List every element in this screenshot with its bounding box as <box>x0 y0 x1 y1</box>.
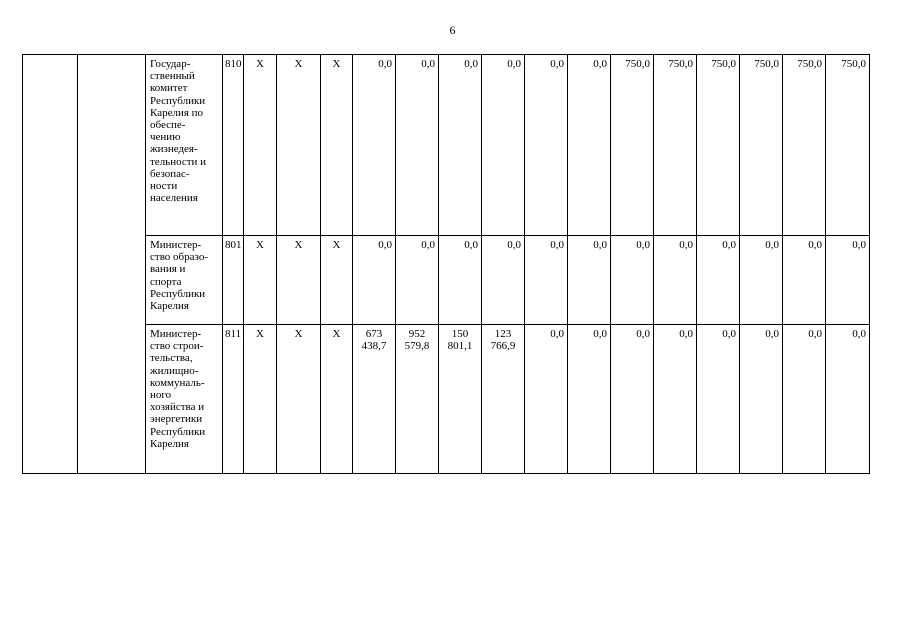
value-cell: 0,0 <box>439 55 482 236</box>
value-cell: 750,0 <box>783 55 826 236</box>
value-cell: 123 766,9 <box>482 325 525 474</box>
value-cell: 0,0 <box>568 236 611 325</box>
value-cell: 750,0 <box>740 55 783 236</box>
page-number: 6 <box>449 23 456 37</box>
value-cell: 952 579,8 <box>396 325 439 474</box>
value-cell: 750,0 <box>654 55 697 236</box>
organization-name: Министер- ство строи- тельства, жилищно- коммуналь- ного хозяйства и энергетики Республики Карелия <box>146 325 223 474</box>
value-cell: 0,0 <box>783 325 826 474</box>
value-cell: 0,0 <box>654 325 697 474</box>
organization-name: Министер- ство образо- вания и спорта Республики Карелия <box>146 236 223 325</box>
value-cell: 0,0 <box>568 55 611 236</box>
org-code: 801 <box>223 236 244 325</box>
value-cell: 0,0 <box>525 236 568 325</box>
value-cell: 0,0 <box>611 236 654 325</box>
x-mark: Х <box>277 55 321 236</box>
value-cell: 0,0 <box>482 55 525 236</box>
table-row <box>23 236 870 325</box>
value-cell: 0,0 <box>654 236 697 325</box>
x-mark: Х <box>244 55 277 236</box>
table-row <box>23 325 870 474</box>
value-cell: 0,0 <box>482 236 525 325</box>
org-code: 810 <box>223 55 244 236</box>
x-mark: Х <box>244 236 277 325</box>
x-mark: Х <box>321 325 353 474</box>
value-cell: 0,0 <box>396 55 439 236</box>
value-cell: 0,0 <box>697 325 740 474</box>
value-cell: 0,0 <box>353 55 396 236</box>
value-cell: 0,0 <box>697 236 740 325</box>
x-mark: Х <box>321 236 353 325</box>
value-cell: 750,0 <box>697 55 740 236</box>
x-mark: Х <box>277 325 321 474</box>
value-cell: 0,0 <box>826 236 870 325</box>
value-cell: 673 438,7 <box>353 325 396 474</box>
budget-table <box>22 54 870 474</box>
organization-name: Государ- ственный комитет Республики Карелия по обеспе- чению жизнедея- тельности и безопас- ности населения <box>146 55 223 236</box>
org-code: 811 <box>223 325 244 474</box>
x-mark: Х <box>277 236 321 325</box>
value-cell: 0,0 <box>740 236 783 325</box>
value-cell: 0,0 <box>568 325 611 474</box>
empty-cell-col1 <box>23 55 78 474</box>
value-cell: 0,0 <box>611 325 654 474</box>
value-cell: 0,0 <box>396 236 439 325</box>
value-cell: 0,0 <box>783 236 826 325</box>
value-cell: 750,0 <box>826 55 870 236</box>
value-cell: 0,0 <box>826 325 870 474</box>
value-cell: 0,0 <box>353 236 396 325</box>
value-cell: 0,0 <box>525 325 568 474</box>
value-cell: 750,0 <box>611 55 654 236</box>
x-mark: Х <box>244 325 277 474</box>
table-row <box>23 55 870 236</box>
value-cell: 0,0 <box>740 325 783 474</box>
value-cell: 150 801,1 <box>439 325 482 474</box>
value-cell: 0,0 <box>439 236 482 325</box>
x-mark: Х <box>321 55 353 236</box>
value-cell: 0,0 <box>525 55 568 236</box>
empty-cell-col2 <box>78 55 146 474</box>
